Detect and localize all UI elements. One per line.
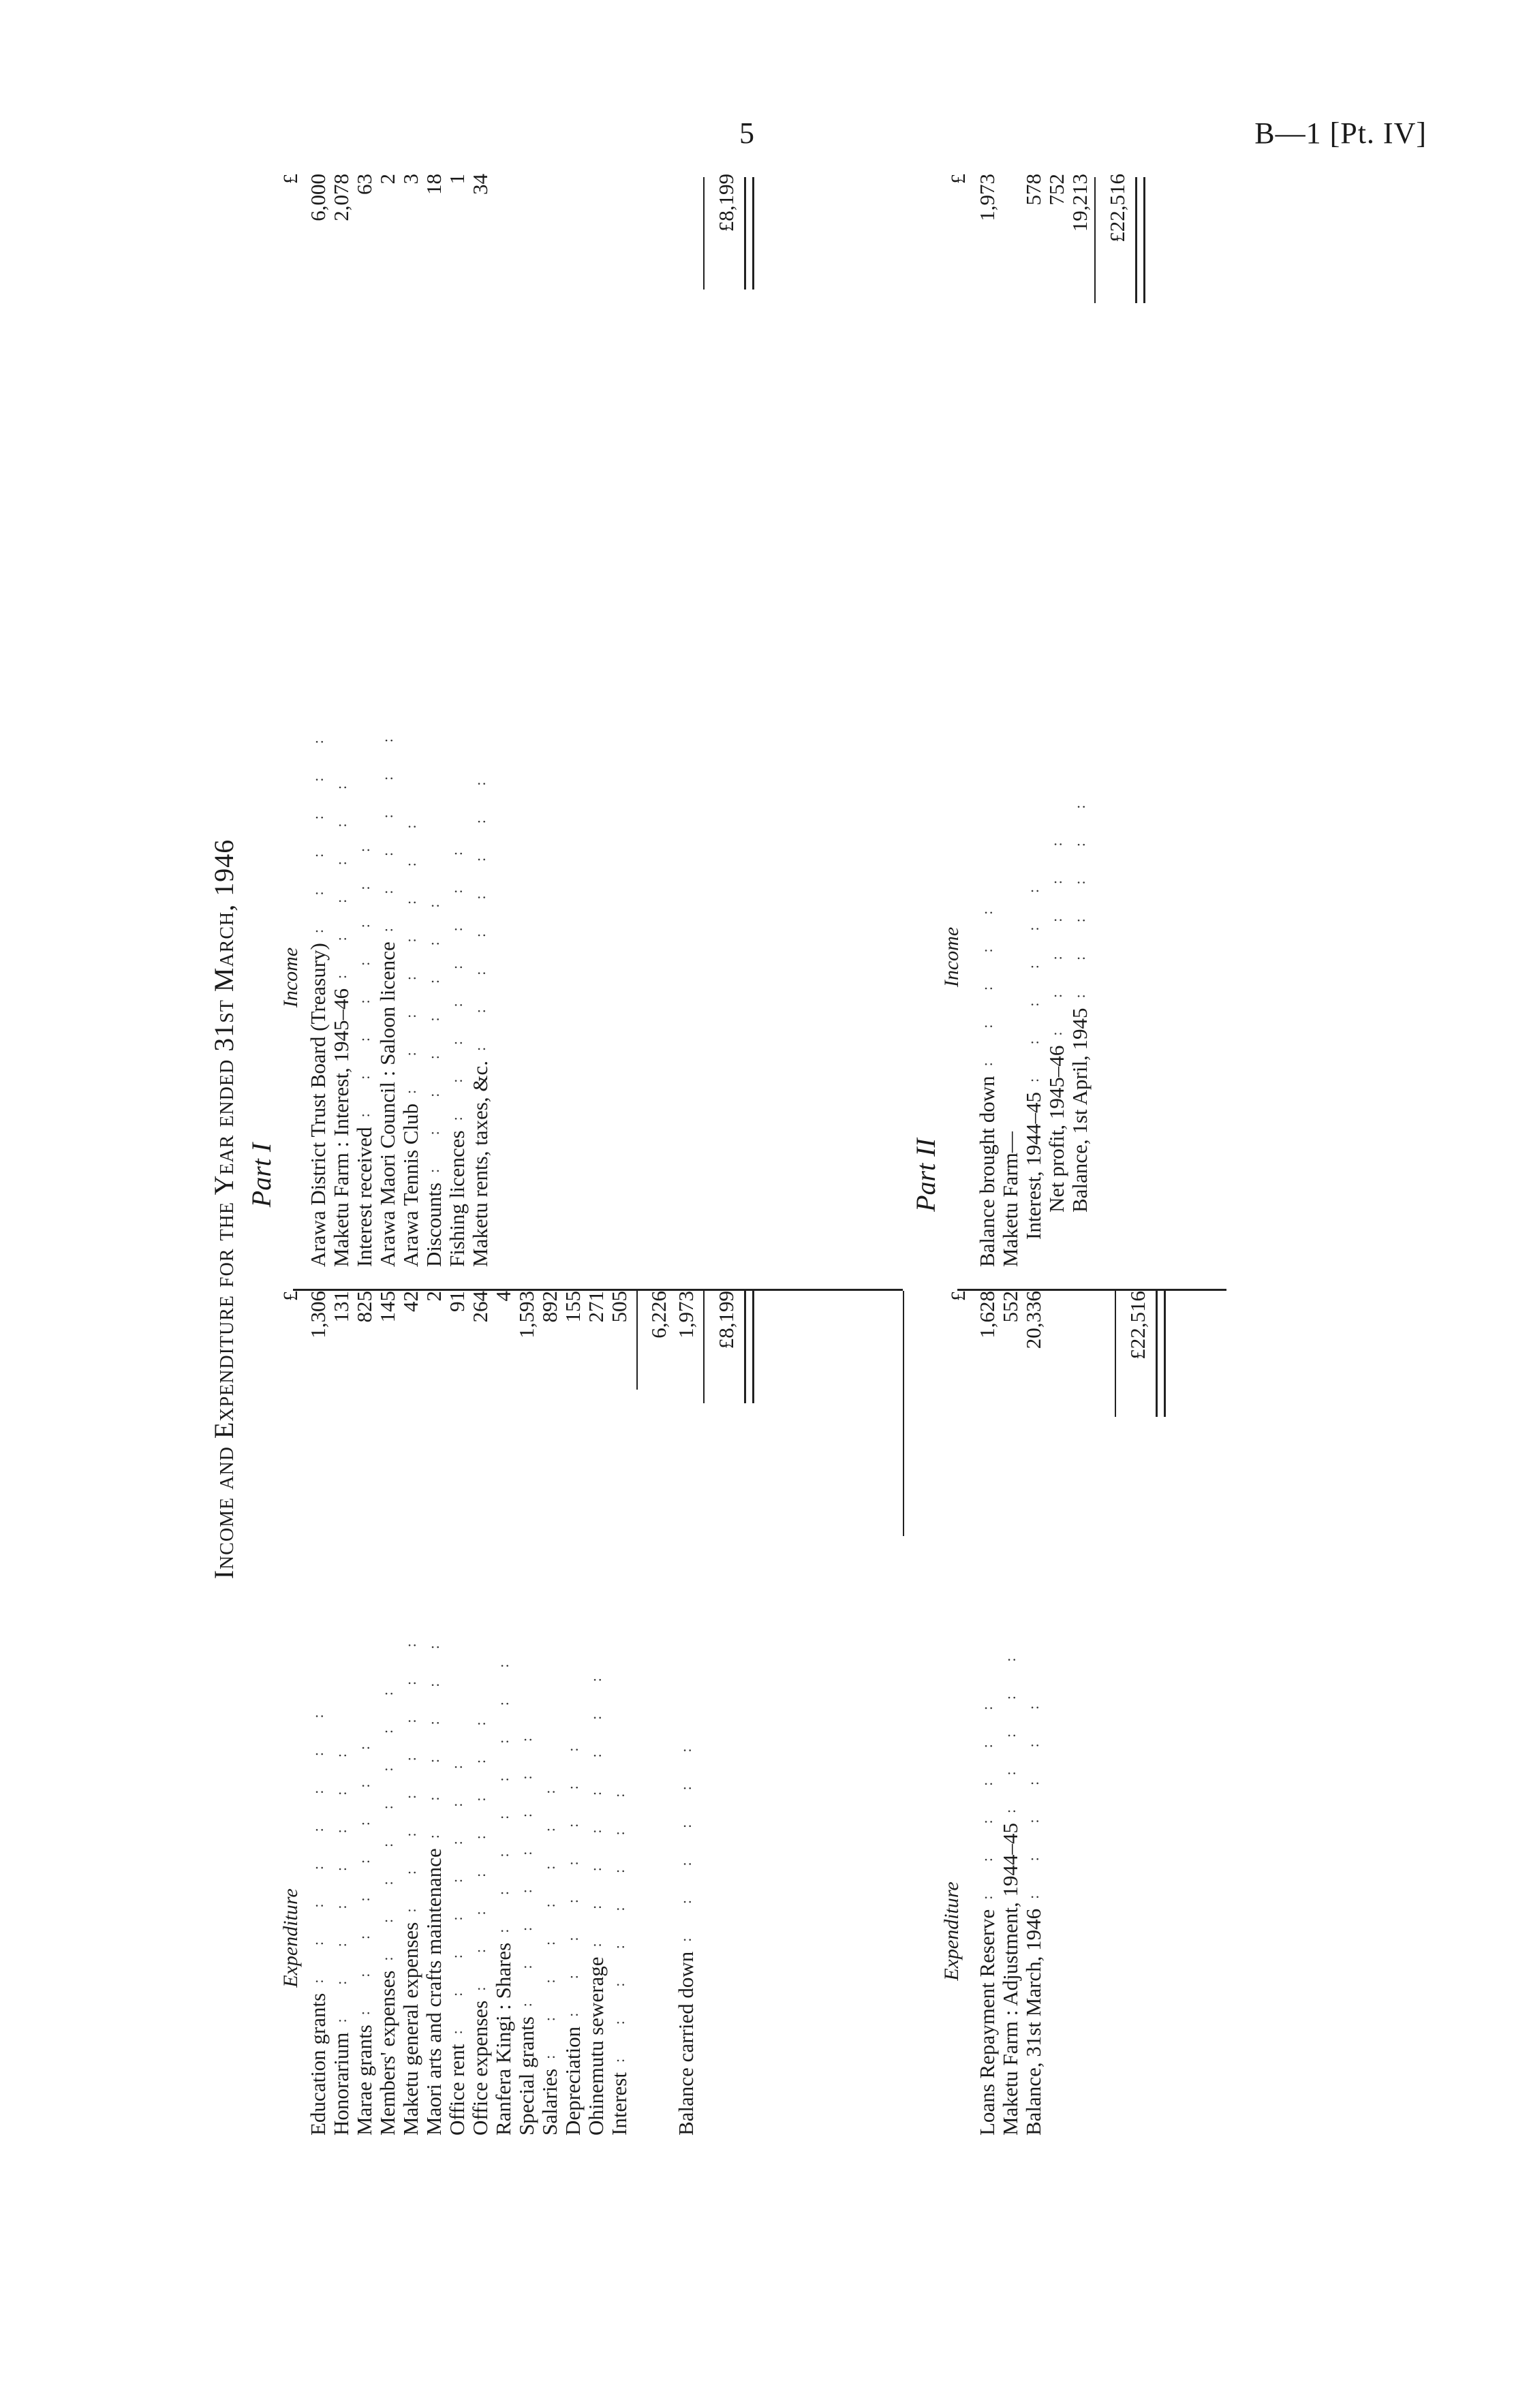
part-2-label: Part II bbox=[910, 1138, 941, 1212]
part-2-expenditure-total-rule bbox=[1115, 1291, 1116, 1417]
part-1-expenditure-subtotal: 6,226 bbox=[647, 1291, 670, 1339]
part-2-income-row: Maketu Farm— bbox=[998, 1131, 1022, 1267]
rotated-statement bbox=[0, 146, 1226, 2272]
part-1-expenditure-total-rule bbox=[703, 1291, 705, 1403]
part-1-income-total-double-rule bbox=[744, 177, 754, 290]
part-1-expenditure-heading: Expenditure bbox=[279, 1888, 302, 1988]
part-1-income-row: Arawa District Trust Board (Treasury) : : : : : : 6,000 bbox=[306, 174, 330, 1267]
part-2-income-row: Interest, 1944–45 : : : : : : 578 bbox=[1021, 174, 1045, 1240]
part-1-income-row: Fishing licences : : : : : : : : 1 bbox=[445, 174, 469, 1267]
part-1-expenditure-row: Depreciation : : : : : : : : 155 bbox=[561, 1291, 585, 2136]
part-1-income-row: Arawa Maori Council : Saloon licence : : : : : : 2 bbox=[375, 174, 399, 1267]
part-2-income-total-double-rule bbox=[1135, 177, 1145, 303]
part-1-expenditure-row: Maketu general expenses : : : : : : : : 42 bbox=[399, 1291, 422, 2136]
part-1-income-row: Arawa Tennis Club : : : : : : : : 3 bbox=[399, 174, 422, 1267]
part-2-income-row: Balance, 1st April, 1945 : : : : : : 19,213 bbox=[1068, 174, 1092, 1213]
part-2-expenditure-total-double-rule bbox=[1156, 1291, 1166, 1417]
part-1-income-row: Maketu rents, taxes, &c. : : : : : : : : 34 bbox=[468, 174, 492, 1267]
part-1-income-total: £8,199 bbox=[714, 174, 738, 232]
part-1-balance-carried-down: Balance carried down : : : : : : 1,973 bbox=[674, 1291, 698, 2136]
part-1-expenditure-row: Ohinemutu sewerage : : : : : : : : 271 bbox=[584, 1291, 608, 2136]
part-1-expenditure-row: Office expenses : : : : : : : : 264 bbox=[468, 1291, 492, 2136]
part-2-income-heading: Income bbox=[940, 926, 963, 988]
part-2-expenditure-row: Maketu Farm : Adjustment, 1944–45 : : : : : 552 bbox=[998, 1291, 1022, 2136]
part-2-income-row: Net profit, 1945–46 : : : : : : 752 bbox=[1045, 174, 1068, 1213]
part-1-expenditure-row: Education grants : : : : : : : : 1,306 bbox=[306, 1291, 330, 2136]
part-2-expenditure-currency: £ bbox=[947, 1291, 970, 1301]
part-1-expenditure-row: Honorarium : : : : : : : : 131 bbox=[329, 1291, 353, 2136]
part-1-income-currency: £ bbox=[279, 174, 302, 184]
part-1-expenditure-row: Marae grants : : : : : : : : 825 bbox=[352, 1291, 376, 2136]
part-1-expenditure-subtotal-rule bbox=[636, 1291, 638, 1390]
part-1-income-total-rule bbox=[703, 177, 705, 290]
part-1-expenditure-row: Salaries : : : : : : : : 892 bbox=[538, 1291, 561, 2136]
part-1-expenditure-total: £8,199 bbox=[714, 1291, 738, 1349]
part-1-expenditure-row: Interest : : : : : : : : 505 bbox=[607, 1291, 631, 2136]
part-2-income-total-rule bbox=[1094, 177, 1096, 303]
part-2-expenditure-row: Loans Repayment Reserve : : : : : : 1,628 bbox=[975, 1291, 999, 2136]
part-1-expenditure-row: Office rent : : : : : : : : 91 bbox=[445, 1291, 469, 2136]
part-1-expenditure-row: Members' expenses : : : : : : : : 145 bbox=[375, 1291, 399, 2136]
part-1-income-row: Maketu Farm : Interest, 1945–46 : : : : : : 2,078 bbox=[329, 174, 353, 1267]
part-1-expenditure-row: Maori arts and crafts maintenance : : : : : : 2 bbox=[422, 1291, 446, 2136]
part-1-expenditure-row: Ranfera Kingi : Shares : : : : : : : : 4 bbox=[491, 1291, 515, 2136]
document-reference: B—1 [Pt. IV] bbox=[1254, 116, 1427, 150]
part-2-income-total: £22,516 bbox=[1105, 174, 1129, 243]
part-2-expenditure-row: Balance, 31st March, 1946 : : : : : : 20,336 bbox=[1021, 1291, 1045, 2136]
part-2-income-row: Balance brought down : : : : : 1,973 bbox=[975, 174, 999, 1267]
page-number: 5 bbox=[739, 116, 754, 150]
part-2-expenditure-heading: Expenditure bbox=[940, 1881, 963, 1981]
part-1-income-row: Interest received : : : : : : : : 63 bbox=[352, 174, 376, 1267]
part-divider-rule bbox=[903, 1291, 904, 1536]
part-2-expenditure-total: £22,516 bbox=[1126, 1291, 1149, 1360]
part-1-income-heading: Income bbox=[279, 947, 302, 1008]
part-1-expenditure-total-double-rule bbox=[744, 1291, 754, 1403]
part-2-income-currency: £ bbox=[947, 174, 970, 184]
part-1-expenditure-row: Special grants : : : : : : : : 1,593 bbox=[514, 1291, 538, 2136]
part-1-label: Part I bbox=[246, 1142, 277, 1208]
part-1-income-row: Discounts : : : : : : : : 18 bbox=[422, 174, 446, 1267]
statement-title: Income and Expenditure for the Year ended 31st March, 1946 bbox=[208, 839, 239, 1580]
part-1-expenditure-currency: £ bbox=[279, 1291, 302, 1301]
